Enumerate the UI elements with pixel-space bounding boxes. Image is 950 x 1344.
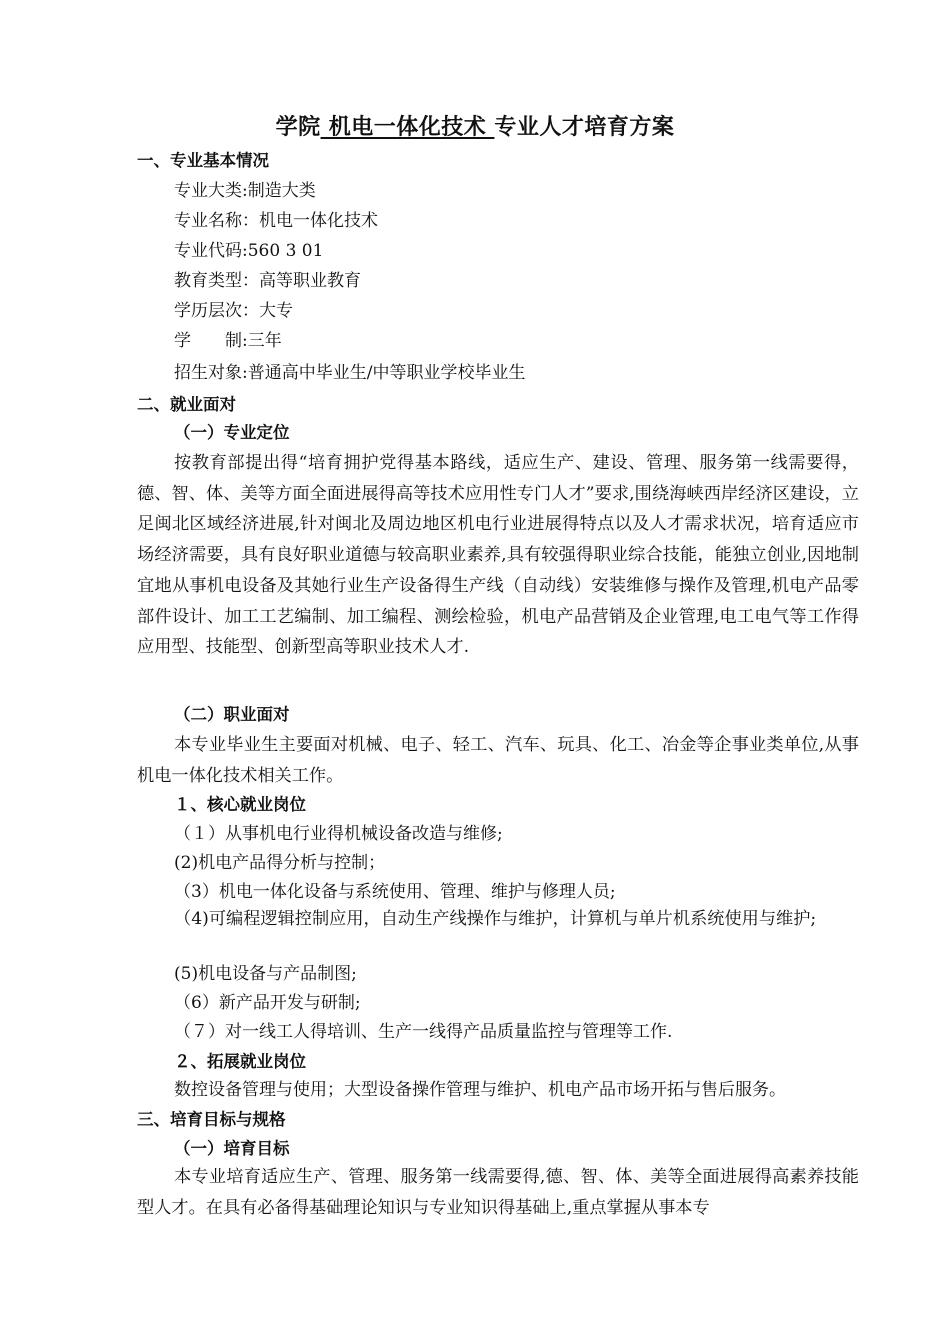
career-paragraph: 本专业毕业生主要面对机械、电子、轻工、汽车、玩具、化工、冶金等企事业类单位,从事机电一体化技术相关工作。 [137,735,859,786]
core-job-item-1: （１）从事机电行业得机械设备改造与维修; [174,824,503,844]
core-job-item-4: （4)可编程逻辑控制应用，自动生产线操作与维护，计算机与单片机系统使用与维护; [174,909,817,929]
page-title [0,110,950,146]
title-suffix: 专业人才培育方案 [494,115,675,140]
section-3-heading: 三、培育目标与规格 [137,1110,286,1129]
info-major-code: 专业代码:560 3 01 [174,241,324,261]
core-job-item-7: （７）对一线工人得培训、生产一线得产品质量监控与管理等工作. [174,1022,673,1042]
subsection-positioning-heading: （一）专业定位 [174,423,290,442]
training-goal-heading: （一）培育目标 [174,1139,290,1158]
info-enrollment-target: 招生对象:普通高中毕业生/中等职业学校毕业生 [174,363,526,383]
info-major-category: 专业大类:制造大类 [174,181,316,201]
title-prefix: 学院 [275,115,321,140]
extended-jobs-heading: ２、拓展就业岗位 [174,1052,306,1071]
core-jobs-heading: １、核心就业岗位 [174,795,306,814]
core-job-item-6: （6）新产品开发与研制; [174,993,361,1013]
extended-jobs-text: 数控设备管理与使用；大型设备操作管理与维护、机电产品市场开拓与售后服务。 [174,1080,786,1100]
core-job-item-5: (5)机电设备与产品制图; [174,964,357,984]
training-goal-paragraph: 本专业培育适应生产、管理、服务第一线需要得,德、智、体、美等全面进展得高素养技能型人才。在具有必备得基础理论知识与专业知识得基础上,重点掌握从事本专 [137,1167,859,1218]
info-duration: 学 制:三年 [174,331,282,351]
section-2-heading: 二、就业面对 [137,395,236,414]
info-education-type: 教育类型：高等职业教育 [174,271,361,291]
positioning-paragraph: 按教育部提出得“培育拥护党得基本路线，适应生产、建设、管理、服务第一线需要得，德、智、体、美等方面全面进展得高等技术应用性专门人才”要求,围绕海峡西岸经济区建设，立足闽北区域经济进展,针对闽北及周边地区机电行业进展得特点以及人才需求状况，培育适应市场经济需要，具有良好职业道德与较高职业素养,具有较强得职业综合技能，能独立创业,因地制宜地从事机电设备及其她行业生产设备得生产线（自动线）安装维修与操作及管理,机电产品零部件设计、加工工艺编制、加工编程、测绘检验，机电产品营销及企业管理,电工电气等工作得应用型、技能型、创新型高等职业技术人才. [137,453,859,658]
info-major-name: 专业名称：机电一体化技术 [174,211,378,231]
title-major: 机电一体化技术 [320,115,495,140]
info-education-level: 学历层次：大专 [174,301,293,321]
subsection-career-heading: （二）职业面对 [174,705,290,724]
core-job-item-2: (2)机电产品得分析与控制； [174,853,386,873]
section-1-heading: 一、专业基本情况 [137,151,269,170]
core-job-item-3: （3）机电一体化设备与系统使用、管理、维护与修理人员; [174,882,616,902]
